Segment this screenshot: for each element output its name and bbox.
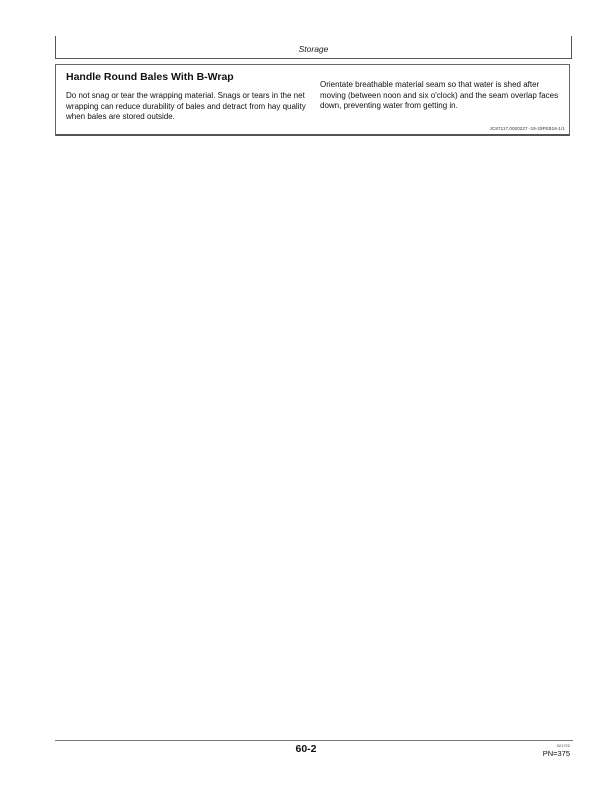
- article-right-paragraph: Orientate breathable material seam so that water is shed after moving (between noon and six o'clock) and the seam overlap faces down, preventing water from getting in.: [320, 80, 559, 110]
- footer-divider: [55, 740, 573, 741]
- article-box: [55, 64, 570, 136]
- article-right-column: [320, 80, 565, 112]
- reference-code: JC87117,0000227 -19-29FEB16-1/1: [489, 126, 565, 131]
- page-number: 60-2: [295, 743, 317, 755]
- footer-identifiers: [543, 743, 570, 758]
- article-left-paragraph: Do not snag or tear the wrapping material. Snags or tears in the net wrapping can reduce durability of bales and detract from hay quality when bales are stored outside.: [66, 91, 306, 121]
- article-left-column: [66, 71, 314, 123]
- footer-pn: PN=375: [542, 749, 570, 758]
- article-heading: Handle Round Bales With B-Wrap: [66, 71, 234, 83]
- footer-small-code: 021722: [556, 743, 570, 748]
- section-title: Storage: [298, 44, 329, 54]
- header-frame: [55, 36, 572, 59]
